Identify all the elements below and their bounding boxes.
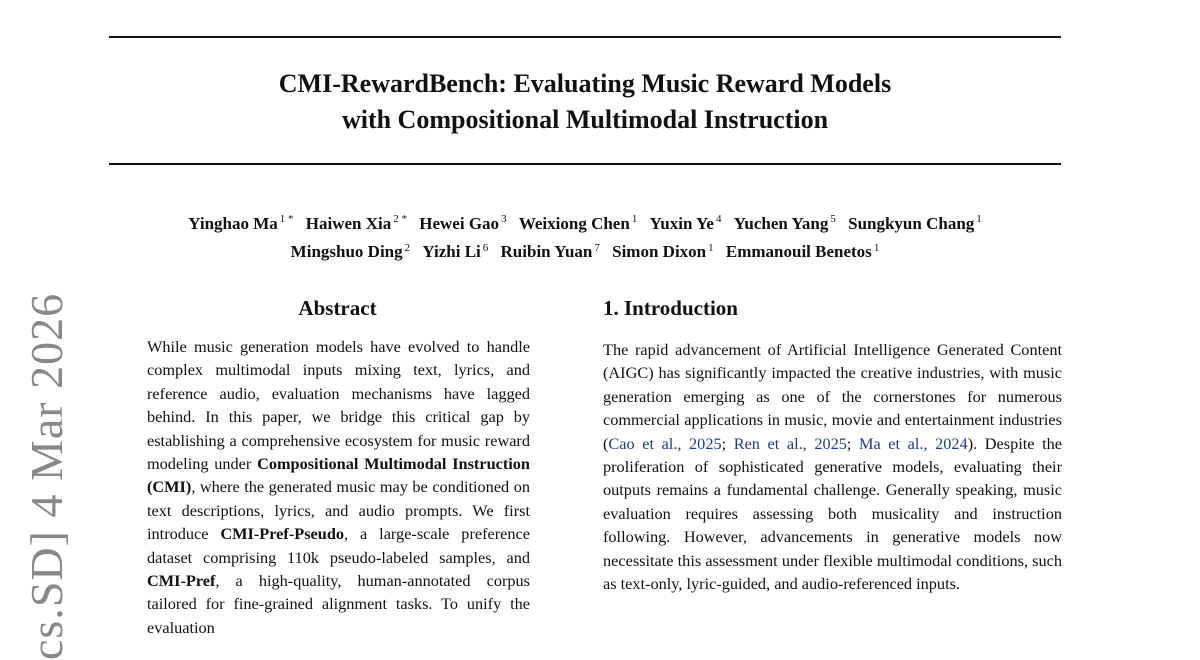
author-list <box>100 207 1070 264</box>
paper-title <box>109 66 1061 138</box>
author: Ruibin Yuan $^7$ <box>500 241 600 262</box>
author-line-1 <box>100 207 1070 236</box>
top-rule <box>109 36 1061 38</box>
author-line-2 <box>100 236 1070 265</box>
bold-term: CMI-Pref-Pseudo <box>220 524 345 544</box>
citation-link[interactable]: Ma et al., 2024 <box>859 433 968 453</box>
bold-term: CMI-Pref <box>147 571 216 591</box>
author: Yuchen Yang $^5$ <box>733 213 836 233</box>
author: Weixiong Chen $^1$ <box>518 213 638 233</box>
citation-link[interactable]: Cao et al., 2025 <box>608 433 722 453</box>
author: Yinghao Ma $^{1 *}$ <box>188 213 294 233</box>
bottom-rule <box>109 163 1061 165</box>
author: Hewei Gao $^3$ <box>419 213 507 233</box>
author: Emmanouil Benetos $^1$ <box>725 241 880 262</box>
abstract-heading: Abstract <box>298 296 377 320</box>
author: Yizhi Li $^6$ <box>422 241 489 262</box>
arxiv-stamp: cs.SD] 4 Mar 2026 <box>21 292 72 660</box>
author: Haiwen Xia $^{2 *}$ <box>305 213 408 233</box>
title-line-2: with Compositional Multimodal Instruction <box>341 105 829 134</box>
section-heading-introduction: 1. Introduction <box>603 296 738 320</box>
abstract-text: While music generation models have evolved to handle complex multimodal inputs mixing text, lyrics, and reference audio, evaluation mechanisms have lagged behind. In this paper, we bridge this critical gap by establishing a comprehensive ecosystem for music reward modeling under Compositional Multimodal Instruction (CMI), where the generated music may be conditioned on text descriptions, lyrics, and audio prompts. We first introduce CMI-Pref-Pseudo, a large-scale preference dataset comprising 110k pseudo-labeled samples, and CMI-Pref, a high-quality, human-annotated corpus tailored for fine-grained alignment tasks. To unify the evaluation <box>147 337 530 637</box>
introduction-text: The rapid advancement of Artificial Intelligence Generated Content (AIGC) has significantly impacted the creative industries, with music generation emerging as one of the cornerstones for numerous commercial applications in music, movie and entertainment industries (Cao et al., 2025; Ren et al., 2025; Ma et al., 2024). Despite the proliferation of sophisticated generative models, evaluating their outputs remains a fundamental challenge. Generally speaking, music evaluation requires assessing both musicality and instruction following. However, advancements in generative models now necessitate this assessment under flexible multimodal conditions, such as text-only, lyric-guided, and audio-referenced inputs. <box>603 340 1062 594</box>
title-line-1: CMI-RewardBench: Evaluating Music Reward Models <box>278 69 892 98</box>
citation-link[interactable]: Ren et al., 2025 <box>733 433 847 453</box>
author: Simon Dixon $^1$ <box>612 241 714 262</box>
author: Sungkyun Chang $^1$ <box>848 213 982 233</box>
author: Mingshuo Ding $^2$ <box>290 241 411 262</box>
bold-term: Compositional Multimodal Instruction (CMI) <box>147 454 530 497</box>
author: Yuxin Ye $^4$ <box>649 213 722 233</box>
